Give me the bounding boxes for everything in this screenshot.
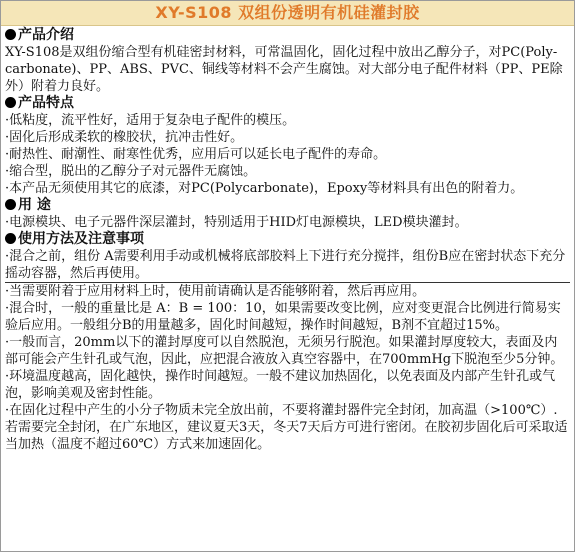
title-bar bbox=[1, 1, 574, 26]
instruction-item: ·当需要附着于应用材料上时，使用前请确认是否能够附着，然后再应用。 bbox=[5, 284, 426, 299]
bullet-dot-icon bbox=[5, 199, 16, 210]
page-title: XY-S108 双组份透明有机硅灌封胶 bbox=[155, 3, 420, 22]
instruction-item: ·一般而言，20mm以下的灌封厚度可以自然脱泡，无须另行脱泡。如果灌封厚度较大，表面及内部可能会产生针孔或气泡，因此，应把混合液放入真空容器中，在700mmHg下脱泡至少5分钟。 bbox=[5, 335, 564, 367]
section-heading-features: 产品特点 bbox=[5, 95, 570, 112]
instruction-item: ·环境温度越高，固化越快，操作时间越短。一般不建议加热固化，以免表面及内部产生针孔或气泡，影响美观及密封性能。 bbox=[5, 369, 556, 401]
bullet-dot-icon bbox=[5, 97, 16, 108]
feature-item: ·固化后形成柔软的橡胶状，抗冲击性好。 bbox=[5, 130, 244, 145]
feature-item: ·本产品无须使用其它的底漆，对PC(Polycarbonate)，Epoxy等材料具有出色的附着力。 bbox=[5, 181, 524, 196]
feature-item: ·耐热性、耐潮性、耐寒性优秀，应用后可以延长电子配件的寿命。 bbox=[5, 147, 387, 162]
instruction-item: ·在固化过程中产生的小分子物质未完全放出前，不要将灌封器件完全封闭，加高温（>100℃）.若需要完全封闭，在广东地区，建议夏天3天，冬天7天后方可进行密闭。在胶初步固化后可采取适当加热（温度不超过60℃）方式来加速固化。 bbox=[5, 403, 568, 452]
instruction-item: ·混合之前，组份 A需要利用手动或机械将底部胶料上下进行充分搅拌，组份B应在密封状态下充分摇动容器，然后再使用。 bbox=[5, 248, 570, 283]
bullet-dot-icon bbox=[5, 233, 16, 244]
section-heading-intro: 产品介绍 bbox=[5, 27, 570, 44]
usage-item: ·电源模块、电子元器件深层灌封，特别适用于HID灯电源模块，LED模块灌封。 bbox=[5, 215, 468, 230]
feature-item: ·缩合型，脱出的乙醇分子对元器件无腐蚀。 bbox=[5, 164, 257, 179]
instruction-item: ·混合时，一般的重量比是 A：B = 100：10，如果需要改变比例，应对变更混合比例进行简易实验后应用。一般组分B的用量越多，固化时间越短，操作时间越短，B剂不宜超过15%。 bbox=[5, 301, 561, 333]
section-heading-usage: 用 途 bbox=[5, 197, 570, 214]
bullet-dot-icon bbox=[5, 29, 16, 40]
content bbox=[1, 26, 574, 453]
feature-item: ·低粘度，流平性好，适用于复杂电子配件的模压。 bbox=[5, 113, 296, 128]
section-heading-instructions: 使用方法及注意事项 bbox=[5, 231, 570, 248]
intro-paragraph: XY-S108是双组份缩合型有机硅密封材料，可常温固化，固化过程中放出乙醇分子，对PC(Poly-carbonate)、PP、ABS、PVC、铜线等材料不会产生腐蚀。对大部分电子配件材料（PP、PE除外）附着力良好。 bbox=[5, 45, 563, 94]
